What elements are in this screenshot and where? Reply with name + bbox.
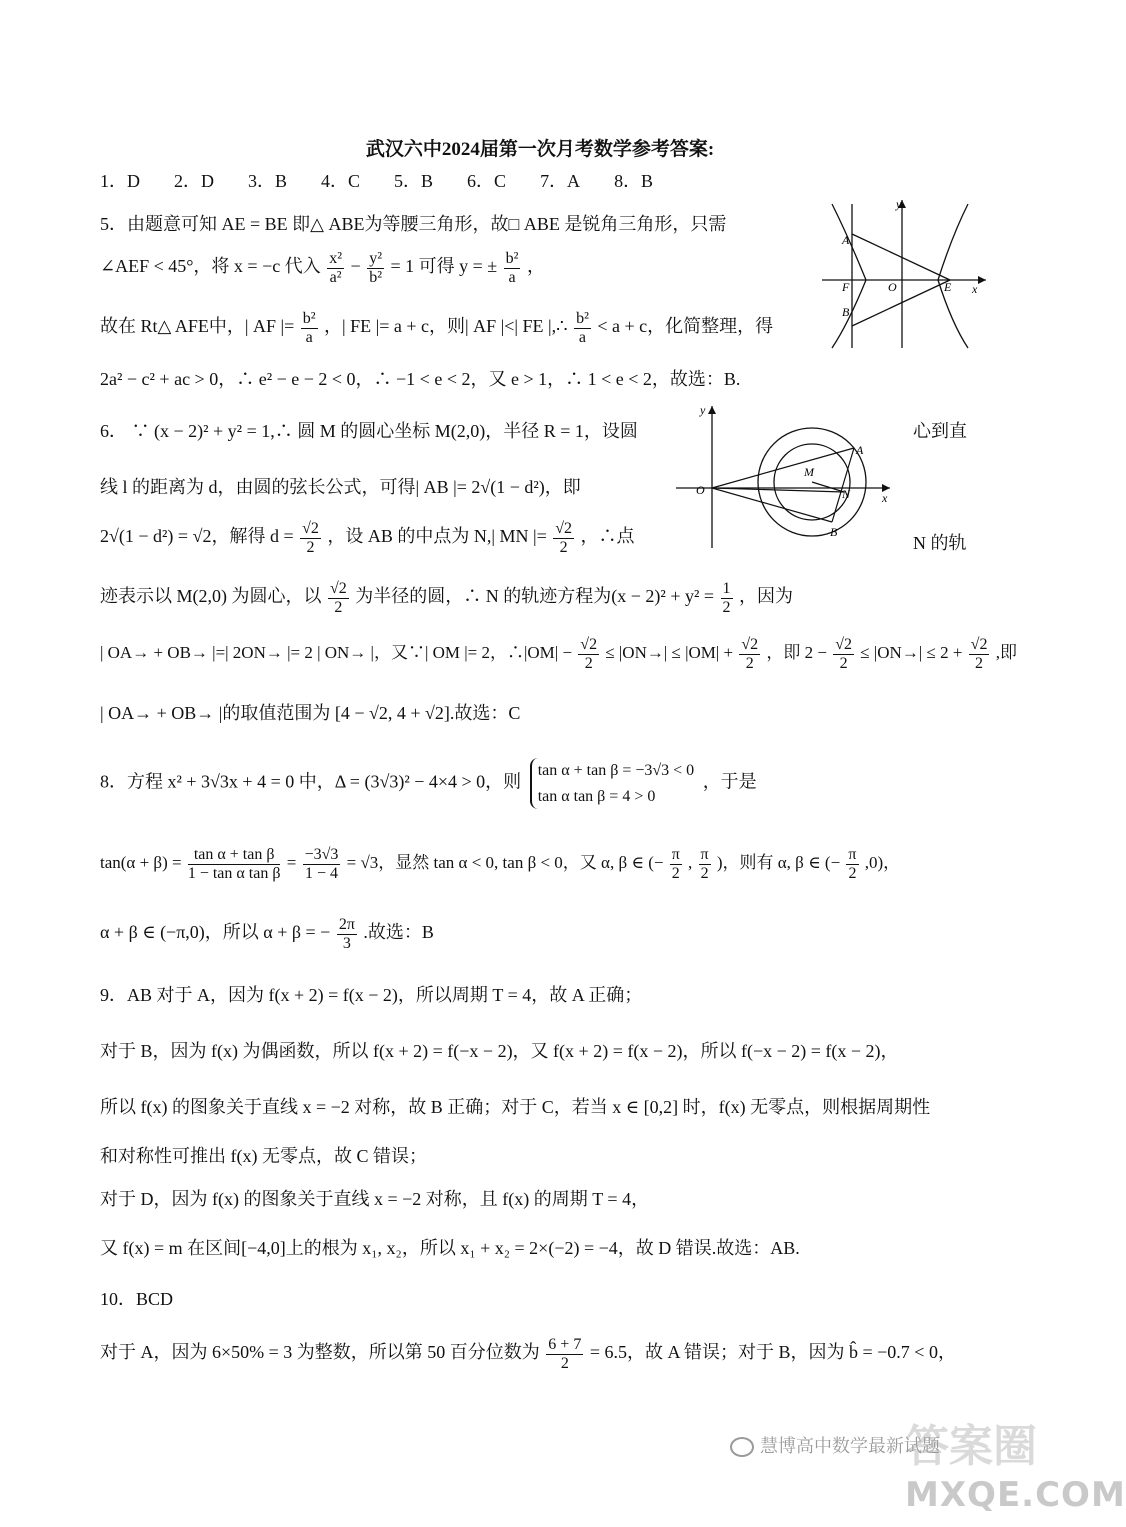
y-axis-arrow — [708, 406, 716, 414]
answer-item: 3．B — [248, 171, 288, 191]
fraction: $\frac{\pi}{2}$ — [671, 846, 680, 882]
q9-line-4: 和对称性可推出 f(x) 无零点，故 C 错误； — [100, 1146, 427, 1166]
fraction: $\frac{√2}{2}$ — [555, 520, 573, 556]
q9-line-5: 对于 D，因为 f(x) 的图象关于直线 x = −2 对称，且 f(x) 的周期 T = 4， — [100, 1189, 650, 1209]
page-title: 武汉六中2024届第一次月考数学参考答案: — [365, 139, 715, 160]
q6-line-5: | OA→ + OB→ |=| 2ON→ |= 2 | ON→ |，又∵| OM |= 2，∴|OM| − $\frac{√2}{2}$ ≤ |ON→| ≤ |OM| + $\frac{√2}{2}$ ，即 2 − $\frac{√2}{2}$ ≤ |ON→| ≤ 2 + $\frac{√2}{2}$ ,即 — [100, 636, 1017, 672]
wechat-icon — [730, 1437, 754, 1457]
q6-line-1-cont: 心到直 — [913, 421, 967, 441]
q6-line-3: 2√(1 − d²) = √2，解得 d = $\frac{√2}{2}$ ，设 AB 的中点为 N,| MN |= $\frac{√2}{2}$ ，∴点 — [100, 520, 635, 556]
point-a-label: A — [856, 443, 864, 457]
q9-line-3: 所以 f(x) 的图象关于直线 x = −2 对称，故 B 正确；对于 C，若当 x ∈ [0,2] 时，f(x) 无零点，则根据周期性 — [100, 1097, 931, 1117]
hyperbola-figure — [818, 196, 990, 352]
x-axis-label: x — [882, 491, 888, 505]
point-b-label: B — [830, 525, 838, 539]
q8-line-3: α + β ∈ (−π,0)，所以 α + β = − $\frac{2\pi}{3}$ .故选：B — [100, 916, 434, 952]
equation-system: tan α + tan β = −3√3 < 0 tan α tan β = 4 > 0 — [530, 758, 695, 809]
point-f-label: F — [842, 280, 850, 294]
y-axis-label: y — [700, 403, 706, 417]
x-axis-arrow — [978, 276, 986, 284]
fraction: $\frac{\pi}{2}$ — [848, 846, 857, 882]
q9-line-1: 9．AB 对于 A，因为 f(x + 2) = f(x − 2)，所以周期 T = 4，故 A 正确； — [100, 985, 643, 1005]
circle-figure — [676, 402, 896, 552]
fraction: $\frac{√2}{2}$ — [330, 580, 347, 616]
q10-line-2: 对于 A，因为 6×50% = 3 为整数，所以第 50 百分位数为 $\frac{6 + 7}{2}$ = 6.5，故 A 错误；对于 B，因为 b̂ = −0.7 < 0， — [100, 1336, 956, 1372]
fraction: $\frac{\text{b²}}{a}$ — [302, 310, 316, 346]
fraction: $\frac{-3√3}{1 - 4}$ — [304, 846, 339, 882]
hyperbola-left-branch — [832, 204, 866, 348]
watermark-logo: 答案圈 — [905, 1421, 1037, 1472]
q5-line-4: 2a² − c² + ac > 0，∴ e² − e − 2 < 0，∴ −1 < e < 2，又 e > 1，∴ 1 < e < 2，故选：B. — [100, 369, 741, 389]
segment-oa — [712, 448, 854, 488]
q5-line-2: ∠AEF < 45°，将 x = −c 代入 $\frac{\text{x²}}{\text{a²}}$ − $\frac{\text{y²}}{\text{b²}}$ = 1 可得 y = ± $\frac{\text{b²}}{a}$ ， — [100, 250, 545, 286]
fraction: $\frac{\pi}{2}$ — [700, 846, 709, 882]
point-n-label: N — [842, 487, 851, 501]
origin-label: O — [696, 483, 705, 497]
x-axis-label: x — [972, 282, 978, 296]
q9-line-2: 对于 B，因为 f(x) 为偶函数，所以 f(x + 2) = f(−x − 2)，又 f(x + 2) = f(x − 2)，所以 f(−x − 2) = f(x − 2)， — [100, 1041, 899, 1061]
fraction: $\frac{√2}{2}$ — [835, 636, 853, 672]
answer-item: 8．B — [614, 171, 654, 191]
segment-ob — [712, 488, 832, 522]
q6-line-6: | OA→ + OB→ |的取值范围为 [4 − √2, 4 + √2].故选：C — [100, 703, 521, 723]
answer-item: 1．D — [100, 171, 140, 191]
answer-item: 7．A — [540, 171, 581, 191]
q6-line-1: 6． ∵ (x − 2)² + y² = 1,∴ 圆 M 的圆心坐标 M(2,0)，半径 R = 1，设圆 — [100, 421, 638, 441]
fraction: $\frac{\text{tan α + tan β}}{\text{1 − tan α tan β}}$ — [187, 846, 281, 882]
q5-line-3: 故在 Rt△ AFE中，| AF |= $\frac{\text{b²}}{a}$ ，| FE |= a + c，则| AF |<| FE |,∴ $\frac{\text{b²}}{a}$ < a + c，化简整理，得 — [100, 310, 774, 346]
point-e-label: E — [944, 280, 952, 294]
watermark-account: 慧博高中数学最新试题 — [730, 1432, 940, 1458]
watermark-site: MXQE.COM — [905, 1475, 1126, 1515]
point-a-label: A — [842, 233, 850, 247]
fraction: $\frac{\text{y²}}{\text{b²}}$ — [369, 250, 382, 286]
q8-line-2: tan(α + β) = $\frac{\text{tan α + tan β}}{\text{1 − tan α tan β}}$ = $\frac{-3√3}{1 - 4}$ = √3，显然 tan α < 0, tan β < 0，又 α, β ∈ (− $\frac{\pi}{2}$ , $\frac{\pi}{2}$ )，则有 α, β ∈ (− $\frac{\pi}{2}$ ,0)， — [100, 846, 901, 882]
answer-key-row — [100, 170, 653, 193]
q5-line-1: 5．由题意可知 AE = BE 即△ ABE为等腰三角形，故□ ABE 是锐角三角形，只需 — [100, 214, 727, 234]
y-axis-label: y — [896, 197, 902, 211]
fraction: $\frac{2\pi}{3}$ — [338, 916, 355, 952]
fraction: $\frac{\text{b²}}{a}$ — [505, 250, 519, 286]
q6-line-2: 线 l 的距离为 d，由圆的弦长公式，可得| AB |= 2√(1 − d²)，即 — [100, 477, 581, 497]
segment-be — [852, 280, 950, 326]
point-b-label: B — [842, 305, 850, 319]
answer-item: 4．C — [321, 171, 361, 191]
q9-line-6: 又 f(x) = m 在区间[−4,0]上的根为 x₁, x₂，所以 x₁ + x₂ = 2×(−2) = −4，故 D 错误.故选：AB. — [100, 1238, 800, 1258]
fraction: $\frac{\text{b²}}{a}$ — [576, 310, 589, 346]
origin-label: O — [888, 280, 897, 294]
center-m-label: M — [804, 465, 814, 479]
q6-line-4: 迹表示以 M(2,0) 为圆心，以 $\frac{√2}{2}$ 为半径的圆，∴ N 的轨迹方程为(x − 2)² + y² = $\frac{1}{2}$ ，因为 — [100, 580, 794, 616]
fraction: $\frac{\text{x²}}{\text{a²}}$ — [329, 250, 343, 286]
q8-line-1: 8．方程 x² + 3√3x + 4 = 0 中，Δ = (3√3)² − 4×4 > 0，则 tan α + tan β = −3√3 < 0 tan α tan β = 4 > 0 ，于是 — [100, 758, 757, 809]
answer-item: 5．B — [394, 171, 434, 191]
fraction: $\frac{6 + 7}{2}$ — [548, 1336, 582, 1372]
fraction: $\frac{√2}{2}$ — [580, 636, 598, 672]
fraction: $\frac{1}{2}$ — [722, 580, 731, 616]
segment-mn — [812, 482, 844, 492]
answer-item: 2．D — [174, 171, 214, 191]
answer-item: 6．C — [467, 171, 507, 191]
q6-line-3-cont: N 的轨 — [913, 533, 967, 553]
q10-line-1: 10．BCD — [100, 1289, 174, 1309]
fraction: $\frac{√2}{2}$ — [302, 520, 319, 556]
fraction: $\frac{√2}{2}$ — [741, 636, 759, 672]
fraction: $\frac{√2}{2}$ — [970, 636, 988, 672]
segment-ae — [852, 234, 950, 280]
